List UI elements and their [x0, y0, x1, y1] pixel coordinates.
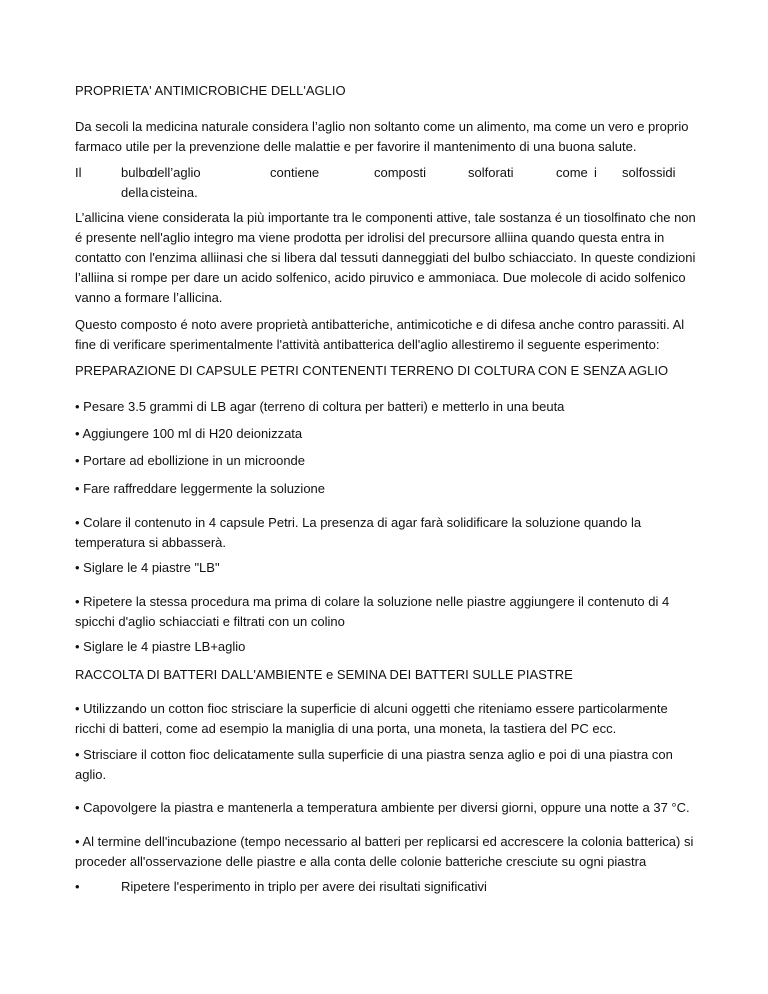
list-item: • Pesare 3.5 grammi di LB agar (terreno di coltura per batteri) e metterlo in una beuta	[75, 399, 565, 414]
word: come	[556, 165, 588, 180]
list-item	[75, 877, 487, 897]
word: Il	[75, 165, 82, 180]
word: i	[594, 165, 597, 180]
word: solforati	[468, 165, 514, 180]
paragraph-intro: Da secoli la medicina naturale considera l’aglio non soltanto come un alimento, ma come un vero e proprio farmaco utile per la prevenzione delle malattie e per favorire il mantenimento di una buona salute.	[75, 119, 689, 154]
list-item-text: Ripetere l'esperimento in triplo per avere dei risultati significativi	[121, 879, 487, 894]
list-item: • Siglare le 4 piastre "LB"	[75, 560, 220, 575]
list-item: • Siglare le 4 piastre LB+aglio	[75, 639, 246, 654]
word: composti	[374, 165, 427, 180]
word: cisteina.	[150, 185, 198, 200]
list-item: • Portare ad ebollizione in un microonde	[75, 453, 306, 468]
list-item: • Utilizzando un cotton fioc strisciare la superficie di alcuni oggetti che riteniamo essere particolarmente ricchi di batteri, come ad esempio la maniglia di una porta, una moneta, la tastiera del PC ecc.	[75, 701, 668, 736]
list-item: • Ripetere la stessa procedura ma prima di colare la soluzione nelle piastre aggiungere il contenuto di 4 spicchi d'aglio schiacciati e filtrati con un colino	[75, 594, 670, 629]
section-heading-preparazione: PREPARAZIONE DI CAPSULE PETRI CONTENENTI TERRENO DI COLTURA CON E SENZA AGLIO	[75, 363, 669, 378]
list-item: • Al termine dell'incubazione (tempo necessario al batteri per replicarsi ed accrescere la colonia batterica) si proceder all'osservazione delle piastre e alla conta delle colonie batteriche cresciute su ogni piastra	[75, 834, 694, 869]
list-item: • Fare raffreddare leggermente la soluzione	[75, 481, 326, 496]
document-title: PROPRIETA' ANTIMICROBICHE DELL'AGLIO	[75, 83, 346, 98]
list-item: • Aggiungere 100 ml di H20 deionizzata	[75, 426, 303, 441]
list-item: • Strisciare il cotton fioc delicatamente sulla superficie di una piastra senza aglio e poi di una piastra con aglio.	[75, 747, 673, 782]
word: bulbo	[121, 165, 153, 180]
list-item: • Colare il contenuto in 4 capsule Petri. La presenza di agar farà solidificare la soluzione quando la temperatura si abbasserà.	[75, 515, 642, 550]
word: solfossidi	[622, 165, 676, 180]
paragraph-allicina: L’allicina viene considerata la più importante tra le componenti attive, tale sostanza é un tiosolfinato che non é presente nell'aglio integro ma viene prodotta per idrolisi del precursore alliina quando questa entra in contatto con l'enzima alliinasi che si libera dal tessuti danneggiati del bulbo schiacciato. In queste condizioni l’alliina si rompe per dare un acido solfenico, acido piruvico e ammoniaca. Due molecole di acido solfenico vanno a formare l’allicina.	[75, 210, 696, 305]
word: dell’aglio	[150, 165, 201, 180]
section-heading-raccolta: RACCOLTA DI BATTERI DALL'AMBIENTE e SEMINA DEI BATTERI SULLE PIASTRE	[75, 667, 573, 682]
word: contiene	[270, 165, 320, 180]
paragraph-bulbo	[75, 163, 700, 203]
list-item: • Capovolgere la piastra e mantenerla a temperatura ambiente per diversi giorni, oppure una notte a 37 °C.	[75, 800, 690, 815]
bullet: •	[75, 879, 80, 894]
word: della	[121, 185, 149, 200]
paragraph-composto: Questo composto é noto avere proprietà antibatteriche, antimicotiche e di difesa anche contro parassiti. Al fine di verificare sperimentalmente l'attività antibatterica dell'aglio allestiremo il seguente esperimento:	[75, 317, 685, 352]
